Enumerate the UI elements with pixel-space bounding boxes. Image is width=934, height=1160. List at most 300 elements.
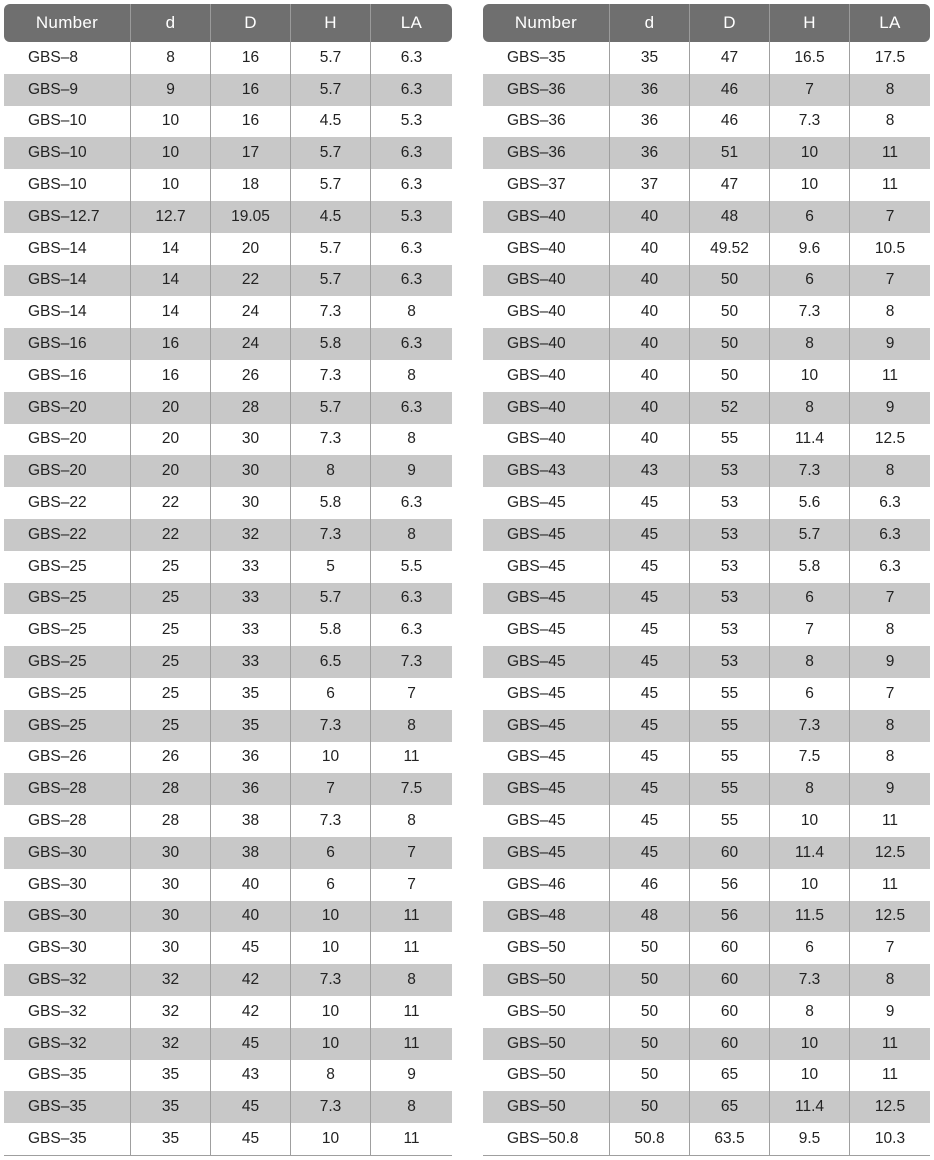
cell-number: GBS–50 xyxy=(483,964,610,996)
cell-LA: 12.5 xyxy=(850,837,930,869)
cell-number: GBS–28 xyxy=(4,773,131,805)
table-row xyxy=(483,901,930,933)
cell-D: 46 xyxy=(690,74,770,106)
cell-H: 10 xyxy=(770,169,850,201)
table-row xyxy=(483,678,930,710)
table-row xyxy=(4,106,452,138)
table-row xyxy=(483,614,930,646)
cell-d: 45 xyxy=(610,837,690,869)
cell-LA: 6.3 xyxy=(879,494,901,512)
cell-LA: 7.5 xyxy=(371,773,452,805)
cell-D: 36 xyxy=(211,742,291,774)
cell-d: 50 xyxy=(610,1091,690,1123)
cell-number: GBS–32 xyxy=(4,964,131,996)
cell-d: 35 xyxy=(131,1060,211,1092)
cell-LA: 12.5 xyxy=(850,901,930,933)
cell-H: 5.8 xyxy=(770,551,850,583)
cell-H: 7.3 xyxy=(291,1091,371,1123)
cell-d: 45 xyxy=(610,519,690,551)
cell-d: 45 xyxy=(610,487,690,519)
cell-H: 16.5 xyxy=(770,42,850,74)
cell-D: 24 xyxy=(211,296,291,328)
cell-D: 55 xyxy=(690,742,770,774)
cell-D: 30 xyxy=(211,487,291,519)
cell-d: 36 xyxy=(610,106,690,138)
cell-D: 40 xyxy=(211,869,291,901)
cell-number: GBS–45 xyxy=(483,805,610,837)
cell-number: GBS–35 xyxy=(4,1091,131,1123)
cell-D: 20 xyxy=(211,233,291,265)
cell-D: 60 xyxy=(690,837,770,869)
cell-D: 18 xyxy=(211,169,291,201)
table-row xyxy=(4,646,452,678)
table-body xyxy=(483,42,930,1156)
table-row xyxy=(4,678,452,710)
cell-number: GBS–45 xyxy=(483,614,610,646)
cell-LA: 6.3 xyxy=(371,265,452,297)
cell-H: 10 xyxy=(291,742,371,774)
cell-d: 14 xyxy=(131,233,211,265)
table-row xyxy=(4,837,452,869)
cell-D: 35 xyxy=(211,710,291,742)
cell-LA: 9 xyxy=(407,1066,416,1084)
cell-H: 6.5 xyxy=(291,646,371,678)
table-row xyxy=(483,869,930,901)
table-row xyxy=(483,710,930,742)
cell-d: 36 xyxy=(610,74,690,106)
table-row xyxy=(4,551,452,583)
cell-D: 50 xyxy=(690,296,770,328)
cell-H: 6 xyxy=(770,201,850,233)
cell-D: 48 xyxy=(690,201,770,233)
cell-LA: 8 xyxy=(371,519,452,551)
cell-d: 22 xyxy=(131,487,211,519)
cell-d: 20 xyxy=(131,392,211,424)
cell-d: 32 xyxy=(131,996,211,1028)
cell-D: 50 xyxy=(690,360,770,392)
cell-d: 25 xyxy=(131,614,211,646)
cell-D: 53 xyxy=(690,646,770,678)
cell-number: GBS–35 xyxy=(483,42,610,74)
table-row xyxy=(483,487,930,519)
cell-number: GBS–40 xyxy=(483,424,610,456)
cell-LA: 9 xyxy=(850,773,930,805)
table-row xyxy=(4,360,452,392)
cell-number: GBS–35 xyxy=(4,1060,131,1092)
cell-H: 5.7 xyxy=(291,265,371,297)
cell-number: GBS–30 xyxy=(4,901,131,933)
cell-number: GBS–40 xyxy=(483,296,610,328)
cell-number: GBS–14 xyxy=(4,265,131,297)
cell-number: GBS–8 xyxy=(4,42,131,74)
table-row xyxy=(483,296,930,328)
table-header-row xyxy=(483,4,930,42)
cell-D: 26 xyxy=(211,360,291,392)
cell-LA: 8 xyxy=(850,710,930,742)
cell-H: 8 xyxy=(770,392,850,424)
table-row xyxy=(4,328,452,360)
table-row xyxy=(4,1028,452,1060)
cell-d: 48 xyxy=(610,901,690,933)
cell-number: GBS–50 xyxy=(483,932,610,964)
cell-LA: 6.3 xyxy=(879,557,901,575)
cell-D: 51 xyxy=(690,137,770,169)
table-row xyxy=(4,424,452,456)
cell-d: 45 xyxy=(610,678,690,710)
cell-H: 7 xyxy=(770,74,850,106)
cell-D: 47 xyxy=(690,169,770,201)
cell-H: 5.7 xyxy=(291,583,371,615)
header-LA: LA xyxy=(371,4,452,42)
table-row xyxy=(483,169,930,201)
table-row xyxy=(4,392,452,424)
cell-number: GBS–48 xyxy=(483,901,610,933)
cell-number: GBS–45 xyxy=(483,646,610,678)
table-row xyxy=(483,455,930,487)
cell-number: GBS–30 xyxy=(4,837,131,869)
cell-LA: 6.3 xyxy=(400,621,423,639)
cell-D: 30 xyxy=(211,455,291,487)
header-number: Number xyxy=(4,4,131,42)
cell-d: 40 xyxy=(610,392,690,424)
cell-D: 45 xyxy=(211,1028,291,1060)
cell-number: GBS–40 xyxy=(483,328,610,360)
cell-D: 42 xyxy=(211,996,291,1028)
cell-number: GBS–20 xyxy=(4,455,131,487)
cell-d: 40 xyxy=(610,424,690,456)
cell-D: 53 xyxy=(690,551,770,583)
table-row xyxy=(483,583,930,615)
cell-number: GBS–40 xyxy=(483,265,610,297)
header-D: D xyxy=(211,4,291,42)
cell-LA: 8 xyxy=(850,455,930,487)
cell-LA: 6.3 xyxy=(400,494,423,512)
cell-d: 28 xyxy=(131,805,211,837)
cell-D: 55 xyxy=(690,710,770,742)
cell-D: 53 xyxy=(690,487,770,519)
cell-LA: 7 xyxy=(407,684,416,702)
cell-number: GBS–36 xyxy=(483,74,610,106)
cell-d: 45 xyxy=(610,773,690,805)
cell-d: 20 xyxy=(131,455,211,487)
cell-H: 5.7 xyxy=(770,519,850,551)
cell-D: 52 xyxy=(690,392,770,424)
cell-H: 5.8 xyxy=(291,614,371,646)
cell-H: 8 xyxy=(770,646,850,678)
cell-LA: 5.3 xyxy=(371,201,452,233)
cell-LA: 8 xyxy=(885,303,895,321)
cell-d: 40 xyxy=(610,233,690,265)
cell-H: 7.3 xyxy=(291,519,371,551)
cell-LA: 8 xyxy=(885,621,895,639)
cell-number: GBS–10 xyxy=(4,106,131,138)
cell-H: 10 xyxy=(291,996,371,1028)
cell-D: 16 xyxy=(211,106,291,138)
cell-LA: 11 xyxy=(881,366,899,384)
cell-d: 50 xyxy=(610,932,690,964)
cell-D: 38 xyxy=(211,837,291,869)
cell-H: 9.6 xyxy=(770,233,850,265)
cell-LA: 11 xyxy=(850,137,930,169)
cell-d: 40 xyxy=(610,360,690,392)
cell-number: GBS–32 xyxy=(4,1028,131,1060)
cell-H: 7.3 xyxy=(770,964,850,996)
spec-table-left xyxy=(4,4,452,1156)
cell-H: 6 xyxy=(770,932,850,964)
table-row xyxy=(4,996,452,1028)
table-row xyxy=(4,805,452,837)
cell-LA: 9 xyxy=(850,646,930,678)
cell-d: 40 xyxy=(610,296,690,328)
cell-number: GBS–25 xyxy=(4,614,131,646)
table-header-row xyxy=(4,4,452,42)
table-row xyxy=(483,201,930,233)
cell-H: 5.7 xyxy=(291,137,371,169)
cell-LA: 7.3 xyxy=(371,646,452,678)
cell-D: 16 xyxy=(211,74,291,106)
cell-D: 42 xyxy=(211,964,291,996)
cell-D: 65 xyxy=(690,1091,770,1123)
cell-H: 6 xyxy=(291,869,371,901)
cell-LA: 11 xyxy=(371,1123,452,1156)
cell-H: 10 xyxy=(291,901,371,933)
cell-D: 38 xyxy=(211,805,291,837)
cell-D: 55 xyxy=(690,773,770,805)
cell-d: 12.7 xyxy=(131,201,211,233)
cell-number: GBS–45 xyxy=(483,773,610,805)
cell-D: 22 xyxy=(211,265,291,297)
cell-D: 65 xyxy=(690,1060,770,1092)
cell-LA: 7 xyxy=(371,837,452,869)
cell-D: 45 xyxy=(211,932,291,964)
cell-LA: 12.5 xyxy=(850,1091,930,1123)
table-row xyxy=(483,74,930,106)
cell-d: 30 xyxy=(131,869,211,901)
table-row xyxy=(4,519,452,551)
cell-D: 19.05 xyxy=(211,201,291,233)
cell-d: 45 xyxy=(610,646,690,678)
cell-LA: 8 xyxy=(407,812,416,830)
cell-H: 8 xyxy=(770,996,850,1028)
cell-H: 10 xyxy=(291,932,371,964)
cell-number: GBS–50.8 xyxy=(483,1123,610,1156)
cell-D: 60 xyxy=(690,932,770,964)
table-row xyxy=(4,964,452,996)
cell-H: 7.5 xyxy=(770,742,850,774)
table-row xyxy=(4,932,452,964)
cell-number: GBS–50 xyxy=(483,996,610,1028)
cell-d: 45 xyxy=(610,710,690,742)
cell-LA: 11 xyxy=(881,176,899,194)
cell-LA: 6.3 xyxy=(371,137,452,169)
cell-d: 16 xyxy=(131,360,211,392)
cell-LA: 6.3 xyxy=(371,328,452,360)
table-row xyxy=(4,201,452,233)
table-row xyxy=(4,296,452,328)
cell-D: 32 xyxy=(211,519,291,551)
cell-LA: 9 xyxy=(850,392,930,424)
cell-H: 9.5 xyxy=(770,1123,850,1156)
cell-H: 7.3 xyxy=(291,805,371,837)
cell-d: 46 xyxy=(610,869,690,901)
cell-LA: 5.3 xyxy=(400,112,423,130)
table-row xyxy=(4,455,452,487)
table-row xyxy=(483,265,930,297)
table-row xyxy=(4,169,452,201)
cell-number: GBS–45 xyxy=(483,837,610,869)
cell-D: 33 xyxy=(211,551,291,583)
cell-number: GBS–30 xyxy=(4,869,131,901)
cell-d: 25 xyxy=(131,710,211,742)
cell-D: 60 xyxy=(690,1028,770,1060)
cell-H: 7.3 xyxy=(770,455,850,487)
table-row xyxy=(4,901,452,933)
cell-number: GBS–36 xyxy=(483,137,610,169)
cell-H: 7 xyxy=(770,614,850,646)
cell-H: 6 xyxy=(770,265,850,297)
cell-LA: 11 xyxy=(850,1028,930,1060)
cell-H: 10 xyxy=(291,1028,371,1060)
cell-H: 10 xyxy=(770,1060,850,1092)
cell-D: 50 xyxy=(690,328,770,360)
cell-H: 10 xyxy=(770,137,850,169)
table-row xyxy=(483,837,930,869)
cell-H: 7.3 xyxy=(291,710,371,742)
cell-LA: 6.3 xyxy=(400,176,423,194)
cell-number: GBS–25 xyxy=(4,710,131,742)
cell-H: 11.5 xyxy=(770,901,850,933)
cell-LA: 7 xyxy=(850,265,930,297)
header-d: d xyxy=(131,4,211,42)
table-row xyxy=(4,1123,452,1156)
cell-number: GBS–22 xyxy=(4,487,131,519)
cell-LA: 9 xyxy=(850,328,930,360)
cell-H: 10 xyxy=(770,1028,850,1060)
cell-D: 33 xyxy=(211,646,291,678)
cell-LA: 8 xyxy=(407,430,416,448)
cell-number: GBS–16 xyxy=(4,328,131,360)
cell-H: 10 xyxy=(770,869,850,901)
cell-number: GBS–16 xyxy=(4,360,131,392)
cell-LA: 5.5 xyxy=(400,557,423,575)
cell-D: 53 xyxy=(690,455,770,487)
table-row xyxy=(4,614,452,646)
table-row xyxy=(4,742,452,774)
cell-D: 24 xyxy=(211,328,291,360)
cell-number: GBS–35 xyxy=(4,1123,131,1156)
table-row xyxy=(4,233,452,265)
cell-LA: 6.3 xyxy=(400,239,423,257)
cell-H: 11.4 xyxy=(770,837,850,869)
cell-d: 26 xyxy=(131,742,211,774)
table-row xyxy=(483,932,930,964)
cell-D: 36 xyxy=(211,773,291,805)
table-row xyxy=(483,519,930,551)
cell-number: GBS–36 xyxy=(483,106,610,138)
table-row xyxy=(483,328,930,360)
cell-d: 45 xyxy=(610,742,690,774)
cell-d: 10 xyxy=(131,106,211,138)
cell-d: 10 xyxy=(131,169,211,201)
cell-d: 45 xyxy=(610,805,690,837)
cell-number: GBS–25 xyxy=(4,583,131,615)
cell-number: GBS–37 xyxy=(483,169,610,201)
cell-d: 50 xyxy=(610,1060,690,1092)
cell-LA: 11 xyxy=(403,748,420,766)
table-row xyxy=(4,1091,452,1123)
cell-LA: 8 xyxy=(407,366,416,384)
cell-LA: 7 xyxy=(885,939,895,957)
cell-D: 55 xyxy=(690,805,770,837)
table-row xyxy=(483,1091,930,1123)
cell-d: 43 xyxy=(610,455,690,487)
cell-number: GBS–9 xyxy=(4,74,131,106)
cell-D: 28 xyxy=(211,392,291,424)
cell-d: 16 xyxy=(131,328,211,360)
cell-number: GBS–20 xyxy=(4,424,131,456)
cell-d: 35 xyxy=(131,1123,211,1156)
cell-H: 4.5 xyxy=(291,106,371,138)
cell-LA: 11 xyxy=(403,1002,420,1020)
cell-d: 10 xyxy=(131,137,211,169)
table-row xyxy=(483,551,930,583)
cell-d: 50.8 xyxy=(610,1123,690,1156)
spec-table-right xyxy=(483,4,930,1156)
cell-d: 45 xyxy=(610,583,690,615)
cell-LA: 8 xyxy=(885,112,895,130)
cell-d: 50 xyxy=(610,1028,690,1060)
cell-H: 7.3 xyxy=(291,360,371,392)
cell-H: 5.7 xyxy=(291,74,371,106)
table-row xyxy=(4,710,452,742)
cell-number: GBS–10 xyxy=(4,169,131,201)
cell-number: GBS–32 xyxy=(4,996,131,1028)
cell-number: GBS–45 xyxy=(483,551,610,583)
cell-LA: 8 xyxy=(371,964,452,996)
cell-D: 17 xyxy=(211,137,291,169)
cell-D: 50 xyxy=(690,265,770,297)
cell-H: 10 xyxy=(770,360,850,392)
cell-d: 45 xyxy=(610,614,690,646)
cell-d: 20 xyxy=(131,424,211,456)
cell-LA: 6.3 xyxy=(371,583,452,615)
cell-number: GBS–25 xyxy=(4,551,131,583)
table-row xyxy=(4,773,452,805)
table-row xyxy=(4,869,452,901)
cell-d: 25 xyxy=(131,678,211,710)
cell-D: 53 xyxy=(690,583,770,615)
table-row xyxy=(483,742,930,774)
cell-D: 45 xyxy=(211,1123,291,1156)
cell-LA: 11 xyxy=(371,1028,452,1060)
cell-LA: 8 xyxy=(371,1091,452,1123)
cell-d: 50 xyxy=(610,964,690,996)
cell-D: 56 xyxy=(690,869,770,901)
cell-d: 25 xyxy=(131,583,211,615)
cell-LA: 7 xyxy=(885,684,895,702)
cell-D: 43 xyxy=(211,1060,291,1092)
header-H: H xyxy=(291,4,371,42)
table-row xyxy=(4,74,452,106)
cell-LA: 8 xyxy=(371,710,452,742)
cell-H: 5.8 xyxy=(291,328,371,360)
cell-d: 37 xyxy=(610,169,690,201)
cell-LA: 7 xyxy=(407,875,416,893)
cell-number: GBS–25 xyxy=(4,646,131,678)
cell-number: GBS–50 xyxy=(483,1060,610,1092)
table-row xyxy=(4,487,452,519)
cell-d: 28 xyxy=(131,773,211,805)
